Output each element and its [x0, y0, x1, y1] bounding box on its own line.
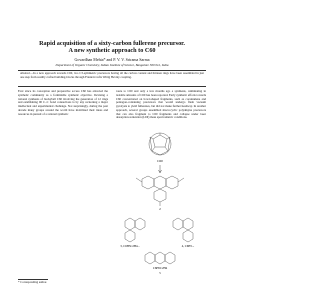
figure-label-5: C6H5C2H4 [152, 266, 168, 270]
figure-label-2: 2 [159, 207, 161, 211]
figure-label-4: 4, C6H5... [181, 244, 195, 248]
paper-title [10, 40, 214, 55]
body-left-column: Ever since its conception and preparative access C60 has attracted the synthetic community as a formidable synthetic objective. Devising a rational synthesis of buckyball C60 involving the generation of 12 rings and establishing 90 C–C bond connections is by any reckoning a major intellectual and experimental challenge. Not surprisingly, during the past decade many groups around the world have mobilized their ideas and resources in pursuit of a rational synthetic [18, 89, 108, 116]
footnote: * Corresponding author. [18, 280, 48, 284]
authors: Govardhan Mehta* and P. V. V. Srirama Sarma [74, 57, 150, 62]
precursor-2-structure [136, 176, 184, 206]
precursor-4-structure [173, 218, 193, 242]
figure-label-c60: C60 [157, 159, 163, 163]
title-line-1: Rapid acquisition of a sixty-carbon fullerene precursor. [39, 40, 185, 47]
title-line-2: A new synthetic approach to C60 [68, 47, 156, 55]
abstract-bottom-rule [18, 86, 206, 87]
c60-structure [149, 133, 171, 155]
figure-label-5-num: 5 [159, 271, 161, 275]
abstract: Abstract—In a new approach towards C60, two C3-symmetric precursors having all the carbon content and thirteen rings have been assembled in just one step from readily crafted building-blocks through Friedel-Crafts Wittig Heviny coupling. [20, 71, 204, 79]
precursor-3-structure [125, 218, 145, 242]
figure-label-3: 3, C6H5C2H4... [120, 244, 140, 248]
precursor-5-structure [145, 252, 175, 264]
body-right-column: route to C60 and only a few months ago a synthesis, culminating in isolable amounts of C60 has been reported. Early synthetic efforts towards C60 concentrated on bowl-shaped fragments, such as corannulene and pentagon-containing precursors that would undergo flash vacuum pyrolysis to yield fullerenes, but did not make further headway. In another approach, several groups assembled macrocyclic polyalkyne precursors that can also fragment to C60 fragments and collapse under laser desorption-ionization (LDI) mass spectrometric conditions. [116, 90, 206, 120]
affiliation: Department of Organic Chemistry, Indian Institute of Science, Bangalore 560 012, India [55, 63, 169, 67]
scheme-drawing [110, 126, 210, 276]
scheme-figure [110, 126, 210, 276]
